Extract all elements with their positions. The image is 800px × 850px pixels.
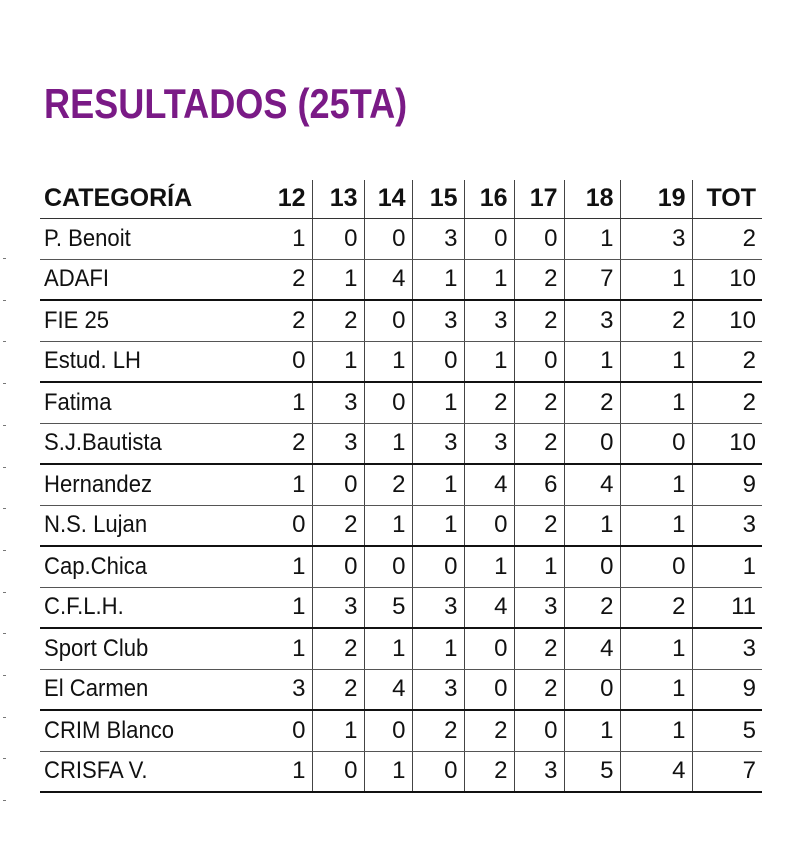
score-cell: 4 — [564, 628, 620, 669]
edge-tick — [3, 633, 6, 634]
edge-tick — [3, 592, 6, 593]
table-row — [40, 751, 762, 792]
score-cell: 0 — [364, 382, 412, 423]
table-row — [40, 423, 762, 464]
score-cell: 1 — [464, 546, 514, 587]
edge-tick — [3, 383, 6, 384]
header-col-19: 19 — [620, 180, 692, 218]
score-cell: 3 — [412, 587, 464, 628]
score-cell: 0 — [264, 341, 312, 382]
score-cell: 5 — [364, 587, 412, 628]
score-cell: 1 — [620, 464, 692, 505]
score-cell: 0 — [564, 669, 620, 710]
row-category — [40, 505, 264, 546]
score-cell: 4 — [564, 464, 620, 505]
score-cell: 0 — [412, 546, 464, 587]
score-cell: 1 — [364, 628, 412, 669]
score-cell: 0 — [464, 218, 514, 259]
score-cell: 0 — [312, 751, 364, 792]
score-cell: 3 — [412, 300, 464, 341]
score-cell: 2 — [312, 669, 364, 710]
header-col-17: 17 — [514, 180, 564, 218]
row-category — [40, 423, 264, 464]
score-cell: 3 — [514, 751, 564, 792]
row-category — [40, 546, 264, 587]
score-cell: 1 — [412, 259, 464, 300]
score-cell: 3 — [464, 300, 514, 341]
score-cell: 0 — [364, 218, 412, 259]
score-cell: 5 — [564, 751, 620, 792]
row-category — [40, 587, 264, 628]
table-row — [40, 464, 762, 505]
header-col-16: 16 — [464, 180, 514, 218]
score-cell: 1 — [620, 505, 692, 546]
row-category-label: ADAFI — [44, 265, 110, 293]
table-row — [40, 300, 762, 341]
score-cell: 1 — [364, 505, 412, 546]
total-cell: 10 — [692, 423, 762, 464]
results-table — [40, 180, 762, 793]
score-cell: 1 — [514, 546, 564, 587]
score-cell: 1 — [620, 710, 692, 751]
score-cell: 1 — [620, 382, 692, 423]
score-cell: 2 — [464, 710, 514, 751]
total-cell: 5 — [692, 710, 762, 751]
score-cell: 6 — [514, 464, 564, 505]
score-cell: 0 — [620, 423, 692, 464]
table-row — [40, 505, 762, 546]
score-cell: 1 — [312, 341, 364, 382]
score-cell: 0 — [412, 751, 464, 792]
score-cell: 1 — [464, 259, 514, 300]
row-category — [40, 751, 264, 792]
total-cell: 9 — [692, 464, 762, 505]
score-cell: 4 — [364, 259, 412, 300]
total-cell: 2 — [692, 382, 762, 423]
table-row — [40, 259, 762, 300]
score-cell: 1 — [312, 710, 364, 751]
score-cell: 1 — [264, 546, 312, 587]
score-cell: 1 — [620, 341, 692, 382]
score-cell: 0 — [620, 546, 692, 587]
score-cell: 2 — [514, 505, 564, 546]
score-cell: 0 — [514, 341, 564, 382]
row-category-label: Hernandez — [44, 470, 153, 498]
score-cell: 0 — [364, 300, 412, 341]
score-cell: 2 — [620, 300, 692, 341]
score-cell: 1 — [412, 382, 464, 423]
score-cell: 1 — [264, 628, 312, 669]
score-cell: 3 — [312, 587, 364, 628]
score-cell: 0 — [312, 464, 364, 505]
score-cell: 1 — [564, 710, 620, 751]
score-cell: 3 — [564, 300, 620, 341]
row-category-label: CRIM Blanco — [44, 716, 175, 744]
edge-tick — [3, 425, 6, 426]
total-cell: 2 — [692, 341, 762, 382]
score-cell: 0 — [464, 505, 514, 546]
score-cell: 3 — [312, 423, 364, 464]
table-row — [40, 218, 762, 259]
score-cell: 3 — [412, 423, 464, 464]
score-cell: 2 — [514, 300, 564, 341]
score-cell: 0 — [464, 669, 514, 710]
score-cell: 1 — [412, 628, 464, 669]
header-total: TOT — [692, 180, 762, 218]
header-category: CATEGORÍA — [40, 180, 264, 218]
score-cell: 0 — [464, 628, 514, 669]
score-cell: 7 — [564, 259, 620, 300]
score-cell: 0 — [514, 710, 564, 751]
header-col-14: 14 — [364, 180, 412, 218]
score-cell: 0 — [264, 710, 312, 751]
row-category — [40, 464, 264, 505]
total-cell: 10 — [692, 259, 762, 300]
score-cell: 1 — [620, 628, 692, 669]
score-cell: 0 — [564, 546, 620, 587]
score-cell: 1 — [564, 341, 620, 382]
score-cell: 0 — [364, 546, 412, 587]
header-col-13: 13 — [312, 180, 364, 218]
score-cell: 1 — [464, 341, 514, 382]
row-category-label: CRISFA V. — [44, 757, 148, 785]
score-cell: 1 — [364, 341, 412, 382]
row-category-label: Estud. LH — [44, 347, 141, 375]
total-cell: 7 — [692, 751, 762, 792]
edge-tick — [3, 300, 6, 301]
score-cell: 2 — [464, 382, 514, 423]
score-cell: 3 — [620, 218, 692, 259]
score-cell: 0 — [364, 710, 412, 751]
results-body — [40, 218, 762, 792]
table-row — [40, 587, 762, 628]
total-cell: 3 — [692, 505, 762, 546]
score-cell: 2 — [364, 464, 412, 505]
total-cell: 2 — [692, 218, 762, 259]
score-cell: 3 — [264, 669, 312, 710]
score-cell: 2 — [312, 300, 364, 341]
table-row — [40, 628, 762, 669]
score-cell: 1 — [264, 751, 312, 792]
table-row — [40, 710, 762, 751]
score-cell: 2 — [564, 587, 620, 628]
score-cell: 2 — [514, 423, 564, 464]
score-cell: 1 — [564, 218, 620, 259]
header-col-18: 18 — [564, 180, 620, 218]
edge-tick — [3, 467, 6, 468]
score-cell: 2 — [264, 300, 312, 341]
row-category — [40, 382, 264, 423]
row-category-label: Fatima — [44, 388, 112, 416]
score-cell: 3 — [412, 669, 464, 710]
row-category-label: El Carmen — [44, 675, 149, 703]
edge-tick — [3, 341, 6, 342]
score-cell: 1 — [312, 259, 364, 300]
score-cell: 3 — [312, 382, 364, 423]
edge-tick — [3, 800, 6, 801]
score-cell: 1 — [412, 505, 464, 546]
table-row — [40, 341, 762, 382]
score-cell: 4 — [364, 669, 412, 710]
score-cell: 2 — [312, 505, 364, 546]
total-cell: 1 — [692, 546, 762, 587]
score-cell: 1 — [564, 505, 620, 546]
row-category — [40, 669, 264, 710]
row-category — [40, 218, 264, 259]
row-category-label: C.F.L.H. — [44, 593, 124, 621]
header-col-12: 12 — [264, 180, 312, 218]
row-category — [40, 628, 264, 669]
table-row — [40, 669, 762, 710]
score-cell: 1 — [412, 464, 464, 505]
score-cell: 2 — [264, 259, 312, 300]
row-category — [40, 710, 264, 751]
score-cell: 1 — [364, 751, 412, 792]
score-cell: 1 — [264, 587, 312, 628]
score-cell: 3 — [514, 587, 564, 628]
score-cell: 2 — [514, 669, 564, 710]
score-cell: 2 — [514, 628, 564, 669]
score-cell: 2 — [464, 751, 514, 792]
score-cell: 2 — [514, 382, 564, 423]
edge-tick — [3, 717, 6, 718]
edge-tick — [3, 758, 6, 759]
score-cell: 0 — [412, 341, 464, 382]
score-cell: 3 — [412, 218, 464, 259]
score-cell: 2 — [514, 259, 564, 300]
score-cell: 1 — [620, 669, 692, 710]
row-category — [40, 259, 264, 300]
score-cell: 4 — [620, 751, 692, 792]
edge-tick — [3, 675, 6, 676]
score-cell: 1 — [264, 382, 312, 423]
score-cell: 0 — [514, 218, 564, 259]
table-row — [40, 546, 762, 587]
score-cell: 2 — [264, 423, 312, 464]
score-cell: 0 — [312, 546, 364, 587]
edge-tick — [3, 508, 6, 509]
score-cell: 1 — [264, 464, 312, 505]
page-title: RESULTADOS (25TA) — [44, 80, 408, 127]
row-category-label: Cap.Chica — [44, 552, 148, 580]
score-cell: 3 — [464, 423, 514, 464]
row-category — [40, 300, 264, 341]
score-cell: 1 — [620, 259, 692, 300]
score-cell: 2 — [620, 587, 692, 628]
score-cell: 0 — [312, 218, 364, 259]
row-category — [40, 341, 264, 382]
total-cell: 9 — [692, 669, 762, 710]
header-col-15: 15 — [412, 180, 464, 218]
edge-tick — [3, 550, 6, 551]
row-category-label: P. Benoit — [44, 224, 131, 252]
total-cell: 11 — [692, 587, 762, 628]
score-cell: 2 — [564, 382, 620, 423]
score-cell: 4 — [464, 587, 514, 628]
total-cell: 10 — [692, 300, 762, 341]
row-category-label: FIE 25 — [44, 306, 110, 334]
score-cell: 1 — [264, 218, 312, 259]
score-cell: 4 — [464, 464, 514, 505]
left-edge-tick-marks — [0, 0, 10, 850]
score-cell: 0 — [264, 505, 312, 546]
score-cell: 1 — [364, 423, 412, 464]
row-category-label: N.S. Lujan — [44, 511, 148, 539]
edge-tick — [3, 258, 6, 259]
row-category-label: S.J.Bautista — [44, 429, 162, 457]
total-cell: 3 — [692, 628, 762, 669]
score-cell: 2 — [312, 628, 364, 669]
table-row — [40, 382, 762, 423]
score-cell: 2 — [412, 710, 464, 751]
row-category-label: Sport Club — [44, 634, 149, 662]
header-row — [40, 180, 762, 218]
score-cell: 0 — [564, 423, 620, 464]
